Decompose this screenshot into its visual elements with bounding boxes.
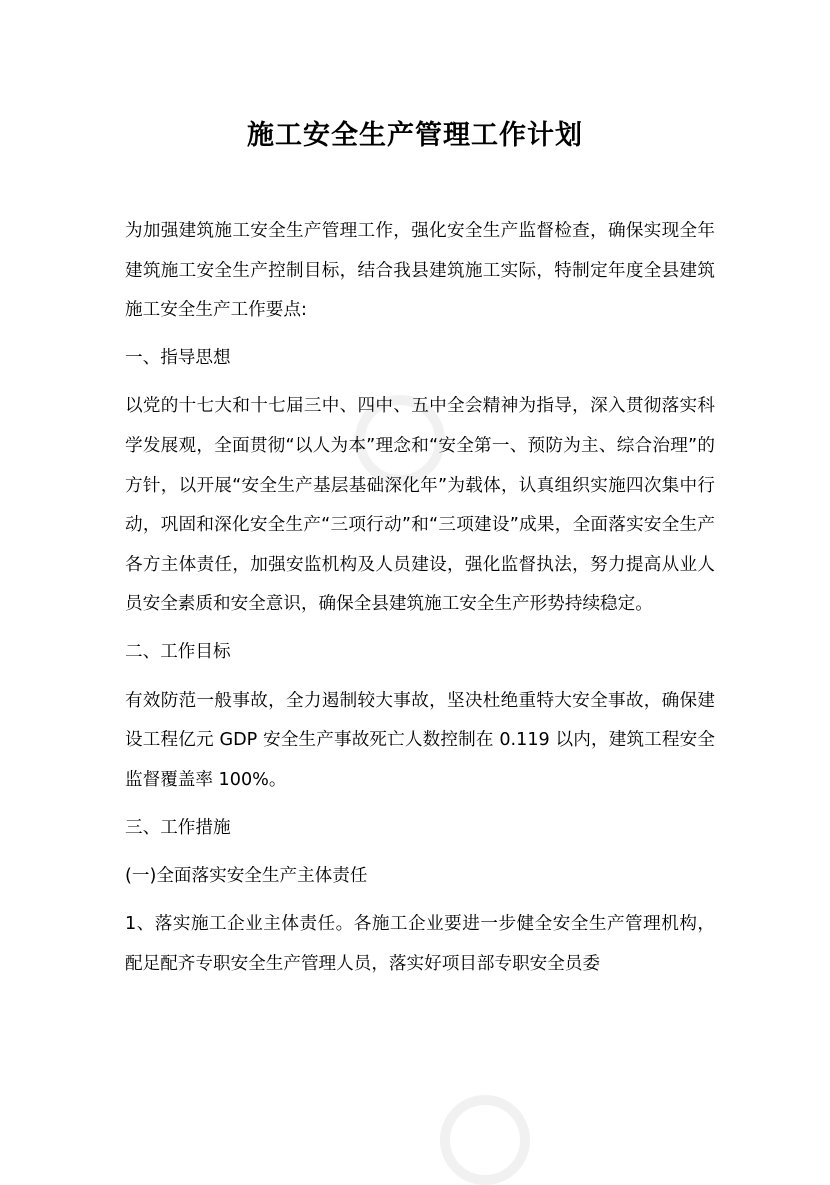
- section-heading-work-measures: 三、工作措施: [125, 817, 231, 838]
- watermark-ring: [440, 1095, 530, 1185]
- guiding-ideology-paragraph: 以党的十七大和十七届三中、四中、五中全会精神为指导，深入贯彻落实科学发展观，全面贯彻“以人为本”理念和“安全第一、预防为主、综合治理”的方针，以开展“安全生产基层基础深化年”为载体，认真组织实施四次集中行动，巩固和深化安全生产“三项行动”和“三项建设”成果，全面落实安全生产各方主体责任，加强安监机构及人员建设，强化监督执法，努力提高从业人员安全素质和安全意识，确保全县建筑施工安全生产形势持续稳定。: [125, 396, 715, 615]
- work-goals-paragraph: 有效防范一般事故，全力遏制较大事故，坚决杜绝重特大安全事故，确保建设工程亿元 GDP 安全生产事故死亡人数控制在 0.119 以内，建筑工程安全监督覆盖率 100%。: [125, 690, 715, 790]
- subsection-heading-responsibility: (一)全面落实安全生产主体责任: [125, 865, 368, 886]
- section-heading-guiding-ideology: 一、指导思想: [125, 348, 231, 369]
- document-body: [125, 212, 715, 993]
- measure-item-1-paragraph: 1、落实施工企业主体责任。各施工企业要进一步健全安全生产管理机构，配足配齐专职安全生产管理人员，落实好项目部专职安全员委: [125, 914, 715, 974]
- document-title: 施工安全生产管理工作计划: [247, 120, 583, 151]
- intro-paragraph: 为加强建筑施工安全生产管理工作，强化安全生产监督检查，确保实现全年建筑施工安全生产控制目标，结合我县建筑施工实际，特制定年度全县建筑施工安全生产工作要点:: [125, 221, 715, 321]
- section-heading-work-goals: 二、工作目标: [125, 642, 231, 663]
